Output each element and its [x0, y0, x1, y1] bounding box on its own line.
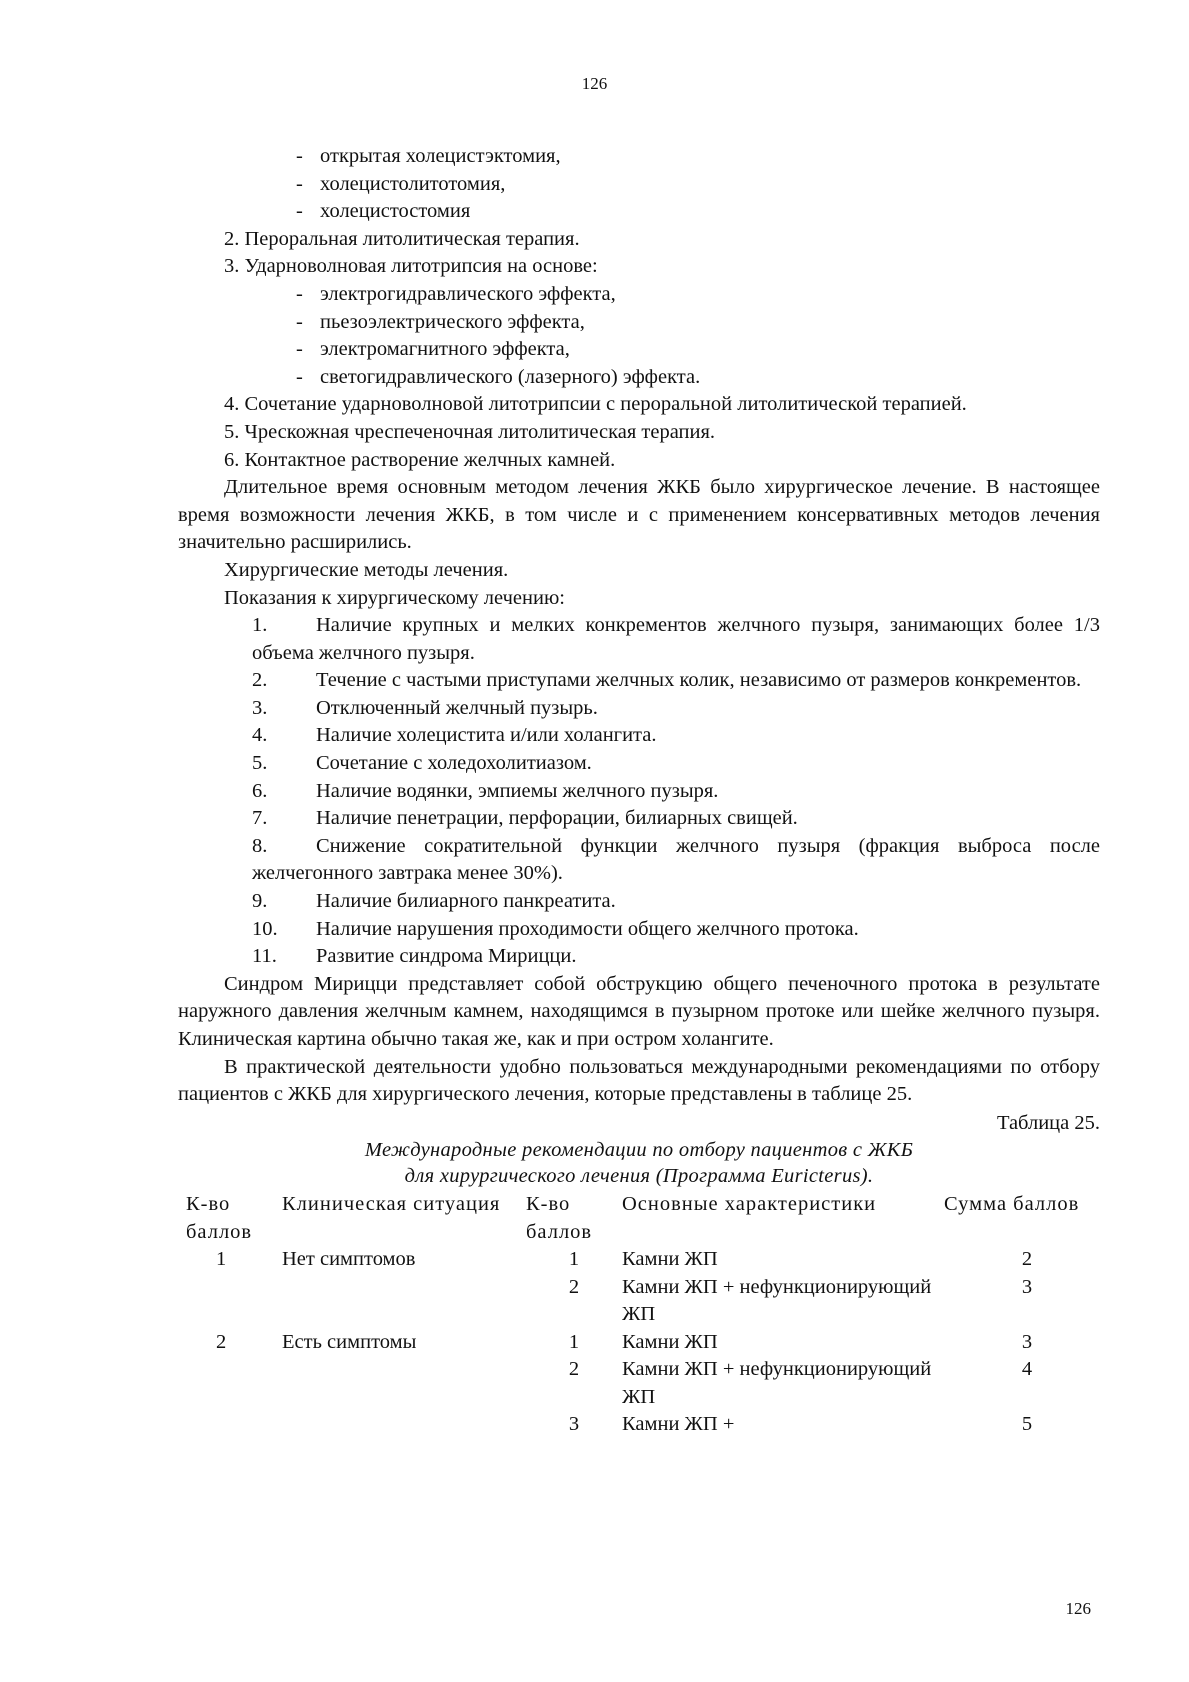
paragraph: В практической деятельности удобно пользоваться международными рекомендациями по отбору пациентов с ЖКБ для хирургического лечения, которые представлены в таблице 25.	[178, 1055, 1100, 1106]
sub-item: - пьезоэлектрического эффекта,	[296, 310, 585, 333]
page-number-bottom: 126	[1065, 1599, 1091, 1618]
list-item-3: 3. Ударноволновая литотрипсия на основе:	[224, 255, 598, 278]
criteria-table	[186, 1191, 1086, 1439]
table-caption: Таблица 25.	[996, 1111, 1100, 1134]
header-cell: Основные характеристики	[622, 1193, 877, 1216]
list-item-6: 6. Контактное растворение желчных камней.	[224, 448, 616, 471]
sub-item: - электрогидравлического эффекта,	[296, 282, 616, 305]
indications-list	[178, 612, 1100, 971]
list-item-2: 2. Пероральная литолитическая терапия.	[224, 227, 580, 250]
list-item-5: 5. Чрескожная чреспеченочная литолитическая терапия.	[224, 420, 716, 443]
header-cell: Сумма баллов	[944, 1193, 1080, 1216]
dash-item: - холецистолитотомия,	[296, 172, 506, 195]
header-cell: К-во баллов	[186, 1193, 253, 1243]
page-number-top: 126	[581, 74, 608, 93]
list-item: 8. Снижение сократительной функции желчного пузыря (фракция выброса после желчегонного завтрака менее 30%).	[252, 834, 1100, 885]
table-row: 2 Камни ЖП + нефункционирующий ЖП 3	[568, 1275, 1033, 1326]
sub-item: - электромагнитного эффекта,	[296, 338, 570, 361]
list-item: 4. Наличие холецистита и/или холангита.	[252, 724, 657, 747]
list-item: 1. Наличие крупных и мелких конкрементов желчного пузыря, занимающих более 1/3 объема желчного пузыря.	[252, 614, 1100, 664]
list-item: 2. Течение с частыми приступами желчных колик, независимо от размеров конкрементов.	[252, 669, 1082, 692]
table-row: 2 Камни ЖП + нефункционирующий ЖП 4	[568, 1358, 1033, 1408]
paragraph: Синдром Мирицци представляет собой обструкцию общего печеночного протока в результате наружного давления желчным камнем, находящимся в пузырном протоке или шейке желчного пузыря. Клиническая картина обычно такая же, как и при остром холангите.	[178, 972, 1100, 1050]
header-cell: Клиническая ситуация	[282, 1193, 501, 1216]
dash-item: - открытая холецистэктомия,	[296, 145, 561, 167]
sub-item: - светогидравлического (лазерного) эффекта.	[296, 365, 701, 388]
list-item: 9. Наличие билиарного панкреатита.	[252, 890, 616, 913]
page-content	[178, 143, 1100, 1439]
dash-item: - холецистостомия	[296, 200, 471, 223]
section-heading: Хирургические методы лечения.	[224, 558, 509, 581]
table-header-row	[186, 1191, 1086, 1246]
list-item: 5. Сочетание с холедохолитиазом.	[252, 752, 592, 775]
table-title: Международные рекомендации по отбору пациентов с ЖКБ для хирургического лечения (Программа Euricterus).	[364, 1139, 914, 1188]
list-item: 10. Наличие нарушения проходимости общего желчного протока.	[252, 917, 859, 940]
paragraph: Длительное время основным методом лечения ЖКБ было хирургическое лечение. В настоящее время возможности лечения ЖКБ, в том числе и с применением консервативных методов лечения значительно расширились.	[178, 476, 1100, 554]
header-cell: К-во баллов	[526, 1193, 593, 1243]
list-item: 11. Развитие синдрома Мирицци.	[252, 945, 577, 968]
table-row: 1 Нет симптомов 1 Камни ЖП 2	[216, 1248, 1033, 1271]
list-item: 7. Наличие пенетрации, перфорации, билиарных свищей.	[252, 807, 798, 830]
table-row: 2 Есть симптомы 1 Камни ЖП 3	[216, 1330, 1033, 1353]
list-item: 6. Наличие водянки, эмпиемы желчного пузыря.	[252, 779, 719, 802]
section-heading: Показания к хирургическому лечению:	[224, 586, 565, 609]
list-item-4: 4. Сочетание ударноволновой литотрипсии с пероральной литолитической терапией.	[224, 393, 967, 416]
list-item: 3. Отключенный желчный пузырь.	[252, 696, 598, 719]
table-row: 3 Камни ЖП + 5	[568, 1413, 1033, 1436]
